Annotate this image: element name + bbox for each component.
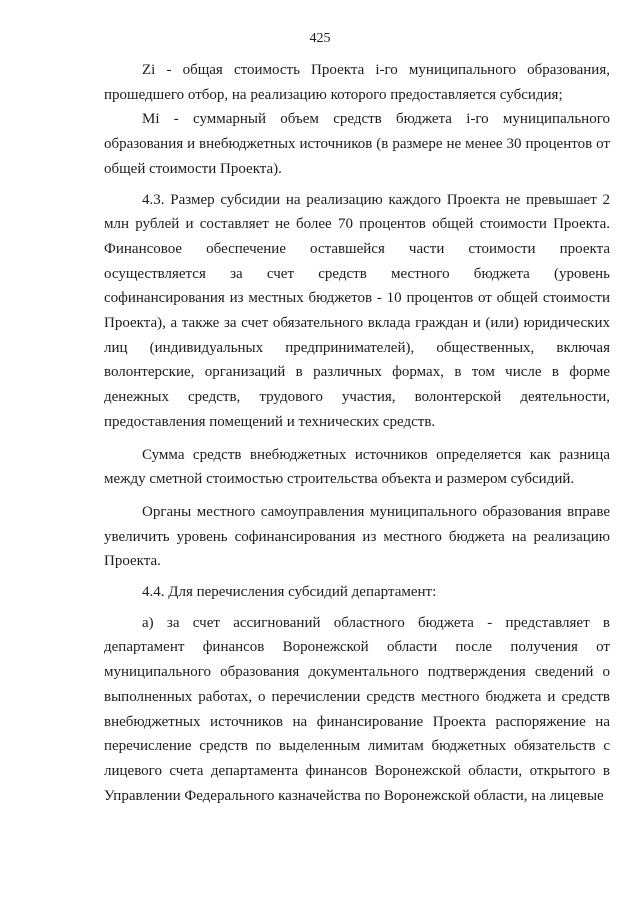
paragraph-section-4-4: 4.4. Для перечисления субсидий департамент: <box>142 584 437 601</box>
document-body <box>104 58 610 808</box>
paragraph-extrabudgetary-sum: Сумма средств внебюджетных источников определяется как разница между сметной стоимостью строительства объекта и размером субсидий. <box>104 446 610 488</box>
paragraph-mi-definition: Mi - суммарный объем средств бюджета i-го муниципального образования и внебюджетных источников (в размере не менее 30 процентов от общей стоимости Проекта). <box>104 111 610 177</box>
paragraph-section-4-3: 4.3. Размер субсидии на реализацию каждого Проекта не превышает 2 млн рублей и составляет не более 70 процентов общей стоимости Проекта. Финансовое обеспечение оставшейся части стоимости проекта осуществляется за счет средств местного бюджета (уровень софинансирования из местных бюджетов - 10 процентов от общей стоимости Проекта), а также за счет обязательного вклада граждан и (или) юридических лиц (индивидуальных предпринимателей), общественных, включая волонтерские, организаций в различных формах, в том числе в форме денежных средств, трудового участия, волонтерской деятельности, предоставления помещений и технических средств. <box>104 191 610 430</box>
page-number: 425 <box>309 31 331 46</box>
paragraph-zi-definition: Zi - общая стоимость Проекта i-го муниципального образования, прошедшего отбор, на реализацию которого предоставляется субсидия; <box>104 62 610 103</box>
paragraph-item-a: а) за счет ассигнований областного бюджета - представляет в департамент финансов Воронежской области после получения от муниципального образования документального подтверждения сведений о выполненных работах, о перечислении средств местного бюджета и средств внебюджетных источников на финансирование Проекта распоряжение на перечисление средств по выделенным лимитам бюджетных обязательств с лицевого счета департамента финансов Воронежской области, открытого в Управлении Федерального казначейства по Воронежской области, на лицевые <box>104 614 610 804</box>
paragraph-local-authorities: Органы местного самоуправления муниципального образования вправе увеличить уровень софинансирования из местного бюджета на реализацию Проекта. <box>104 503 610 570</box>
